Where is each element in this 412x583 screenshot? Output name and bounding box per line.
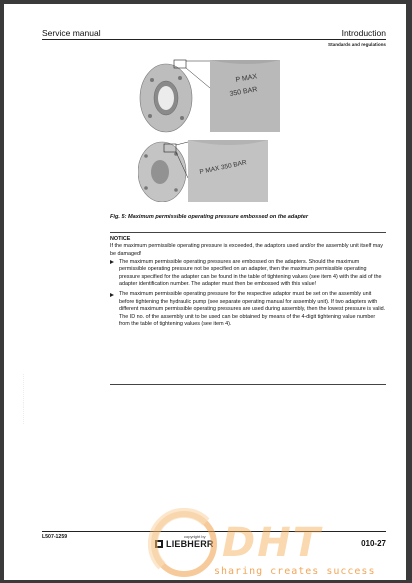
notice-text: If the maximum permissible operating pressure is exceeded, the adaptors used and/or the assembly unit itself may be damaged!	[110, 243, 383, 257]
watermark-logo-icon	[148, 508, 220, 580]
side-print-code: · · · · · · · · · · · · · · · · · · · · · · · · · ·	[22, 374, 26, 424]
footer-logo: LIEBHERR	[166, 539, 214, 549]
footer-copyright: copyright by	[184, 534, 206, 539]
pressure-embossing-top-2: 350 BAR	[229, 86, 258, 98]
notice-block	[110, 236, 386, 328]
adapter-figure	[138, 58, 280, 202]
footer-document-number: L507-1259	[42, 534, 68, 540]
adapter-photo-top	[138, 58, 280, 134]
notice-end-rule	[110, 384, 386, 385]
pressure-embossing-top-1: P MAX	[235, 73, 258, 84]
header-subtitle: Standards and regulations	[328, 42, 386, 47]
adapter-photo-bottom	[138, 138, 280, 202]
header-rule	[42, 39, 386, 40]
figure-caption: Fig. 5: Maximum permissible operating pressure embossed on the adapter	[110, 214, 309, 220]
header-title-right: Introduction	[341, 28, 386, 38]
watermark-tagline: sharing creates success	[214, 566, 376, 577]
notice-bullet-text: The maximum permissible operating pressures are embossed on the adapters. Should the maximum permissible operating pressure not be specified on an adapter, then the maximum permissible operating pressure specified for the adapter can be found in the table of tightening values (see item 4) with the aid of the adapter identification number. The adapter must then be embossed with this value!	[119, 258, 382, 287]
manual-page	[4, 4, 406, 580]
notice-bullet	[110, 259, 386, 289]
pressure-embossing-bottom: P MAX 350 BAR	[198, 159, 248, 176]
watermark-text: DHT	[222, 520, 322, 566]
notice-title: NOTICE	[110, 236, 131, 242]
triangle-bullet-icon	[110, 260, 114, 264]
triangle-bullet-icon	[110, 293, 114, 297]
footer-page-number: 010-27	[361, 539, 386, 548]
notice-bullet-text: The maximum permissible operating pressure for the respective adaptor must be set on the assembly unit before tightening the hydraulic pump (see separate operating manual for assembly unit). If two adapters with different maximum permissible operating pressures are used during assembly, then the lowest pressure is valid. The ID no. of the assembly unit to be used can be obtained by means of the 4-digit tightening value number from the table of tightening values (see item 4).	[119, 291, 386, 327]
notice-rule	[110, 232, 386, 233]
notice-bullet	[110, 291, 386, 328]
header-title-left: Service manual	[42, 28, 101, 38]
